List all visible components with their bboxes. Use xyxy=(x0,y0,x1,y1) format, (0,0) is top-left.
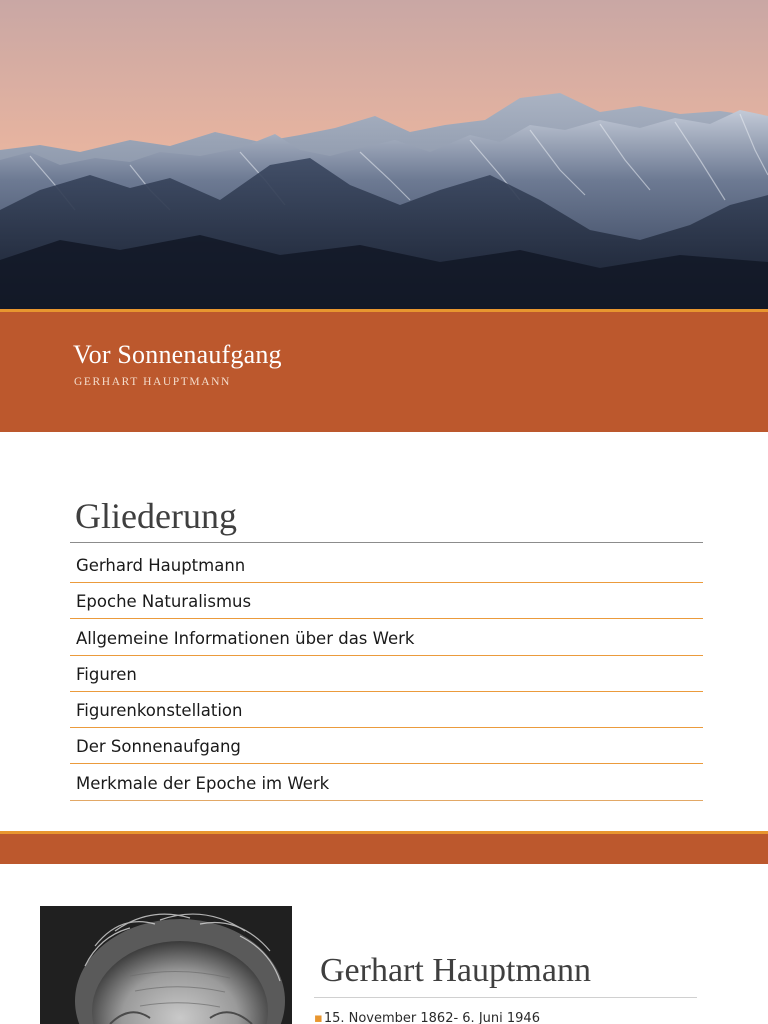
author-heading-rule xyxy=(314,997,697,998)
presentation-subtitle: GERHART HAUPTMANN xyxy=(74,376,231,388)
outline-item: Der Sonnenaufgang xyxy=(70,729,703,764)
mountain-sunrise-photo xyxy=(0,0,768,310)
outline-item: Figurenkonstellation xyxy=(70,693,703,728)
outline-heading: Gliederung xyxy=(75,496,237,536)
author-portrait-photo xyxy=(40,906,292,1024)
outline-item: Merkmale der Epoche im Werk xyxy=(70,766,703,801)
slide-separator-band xyxy=(0,834,768,864)
outline-item: Gerhard Hauptmann xyxy=(70,548,703,583)
author-bullet-item xyxy=(314,1011,540,1024)
outline-list xyxy=(70,548,703,801)
title-band xyxy=(0,312,768,432)
outline-item: Figuren xyxy=(70,657,703,692)
outline-heading-rule xyxy=(70,542,703,543)
author-heading: Gerhart Hauptmann xyxy=(320,952,591,989)
bullet-icon: ▪ xyxy=(314,1011,323,1024)
author-bullet-text: 15. November 1862- 6. Juni 1946 xyxy=(323,1011,540,1024)
presentation-title: Vor Sonnenaufgang xyxy=(73,340,282,369)
outline-item: Allgemeine Informationen über das Werk xyxy=(70,621,703,656)
outline-item: Epoche Naturalismus xyxy=(70,584,703,619)
